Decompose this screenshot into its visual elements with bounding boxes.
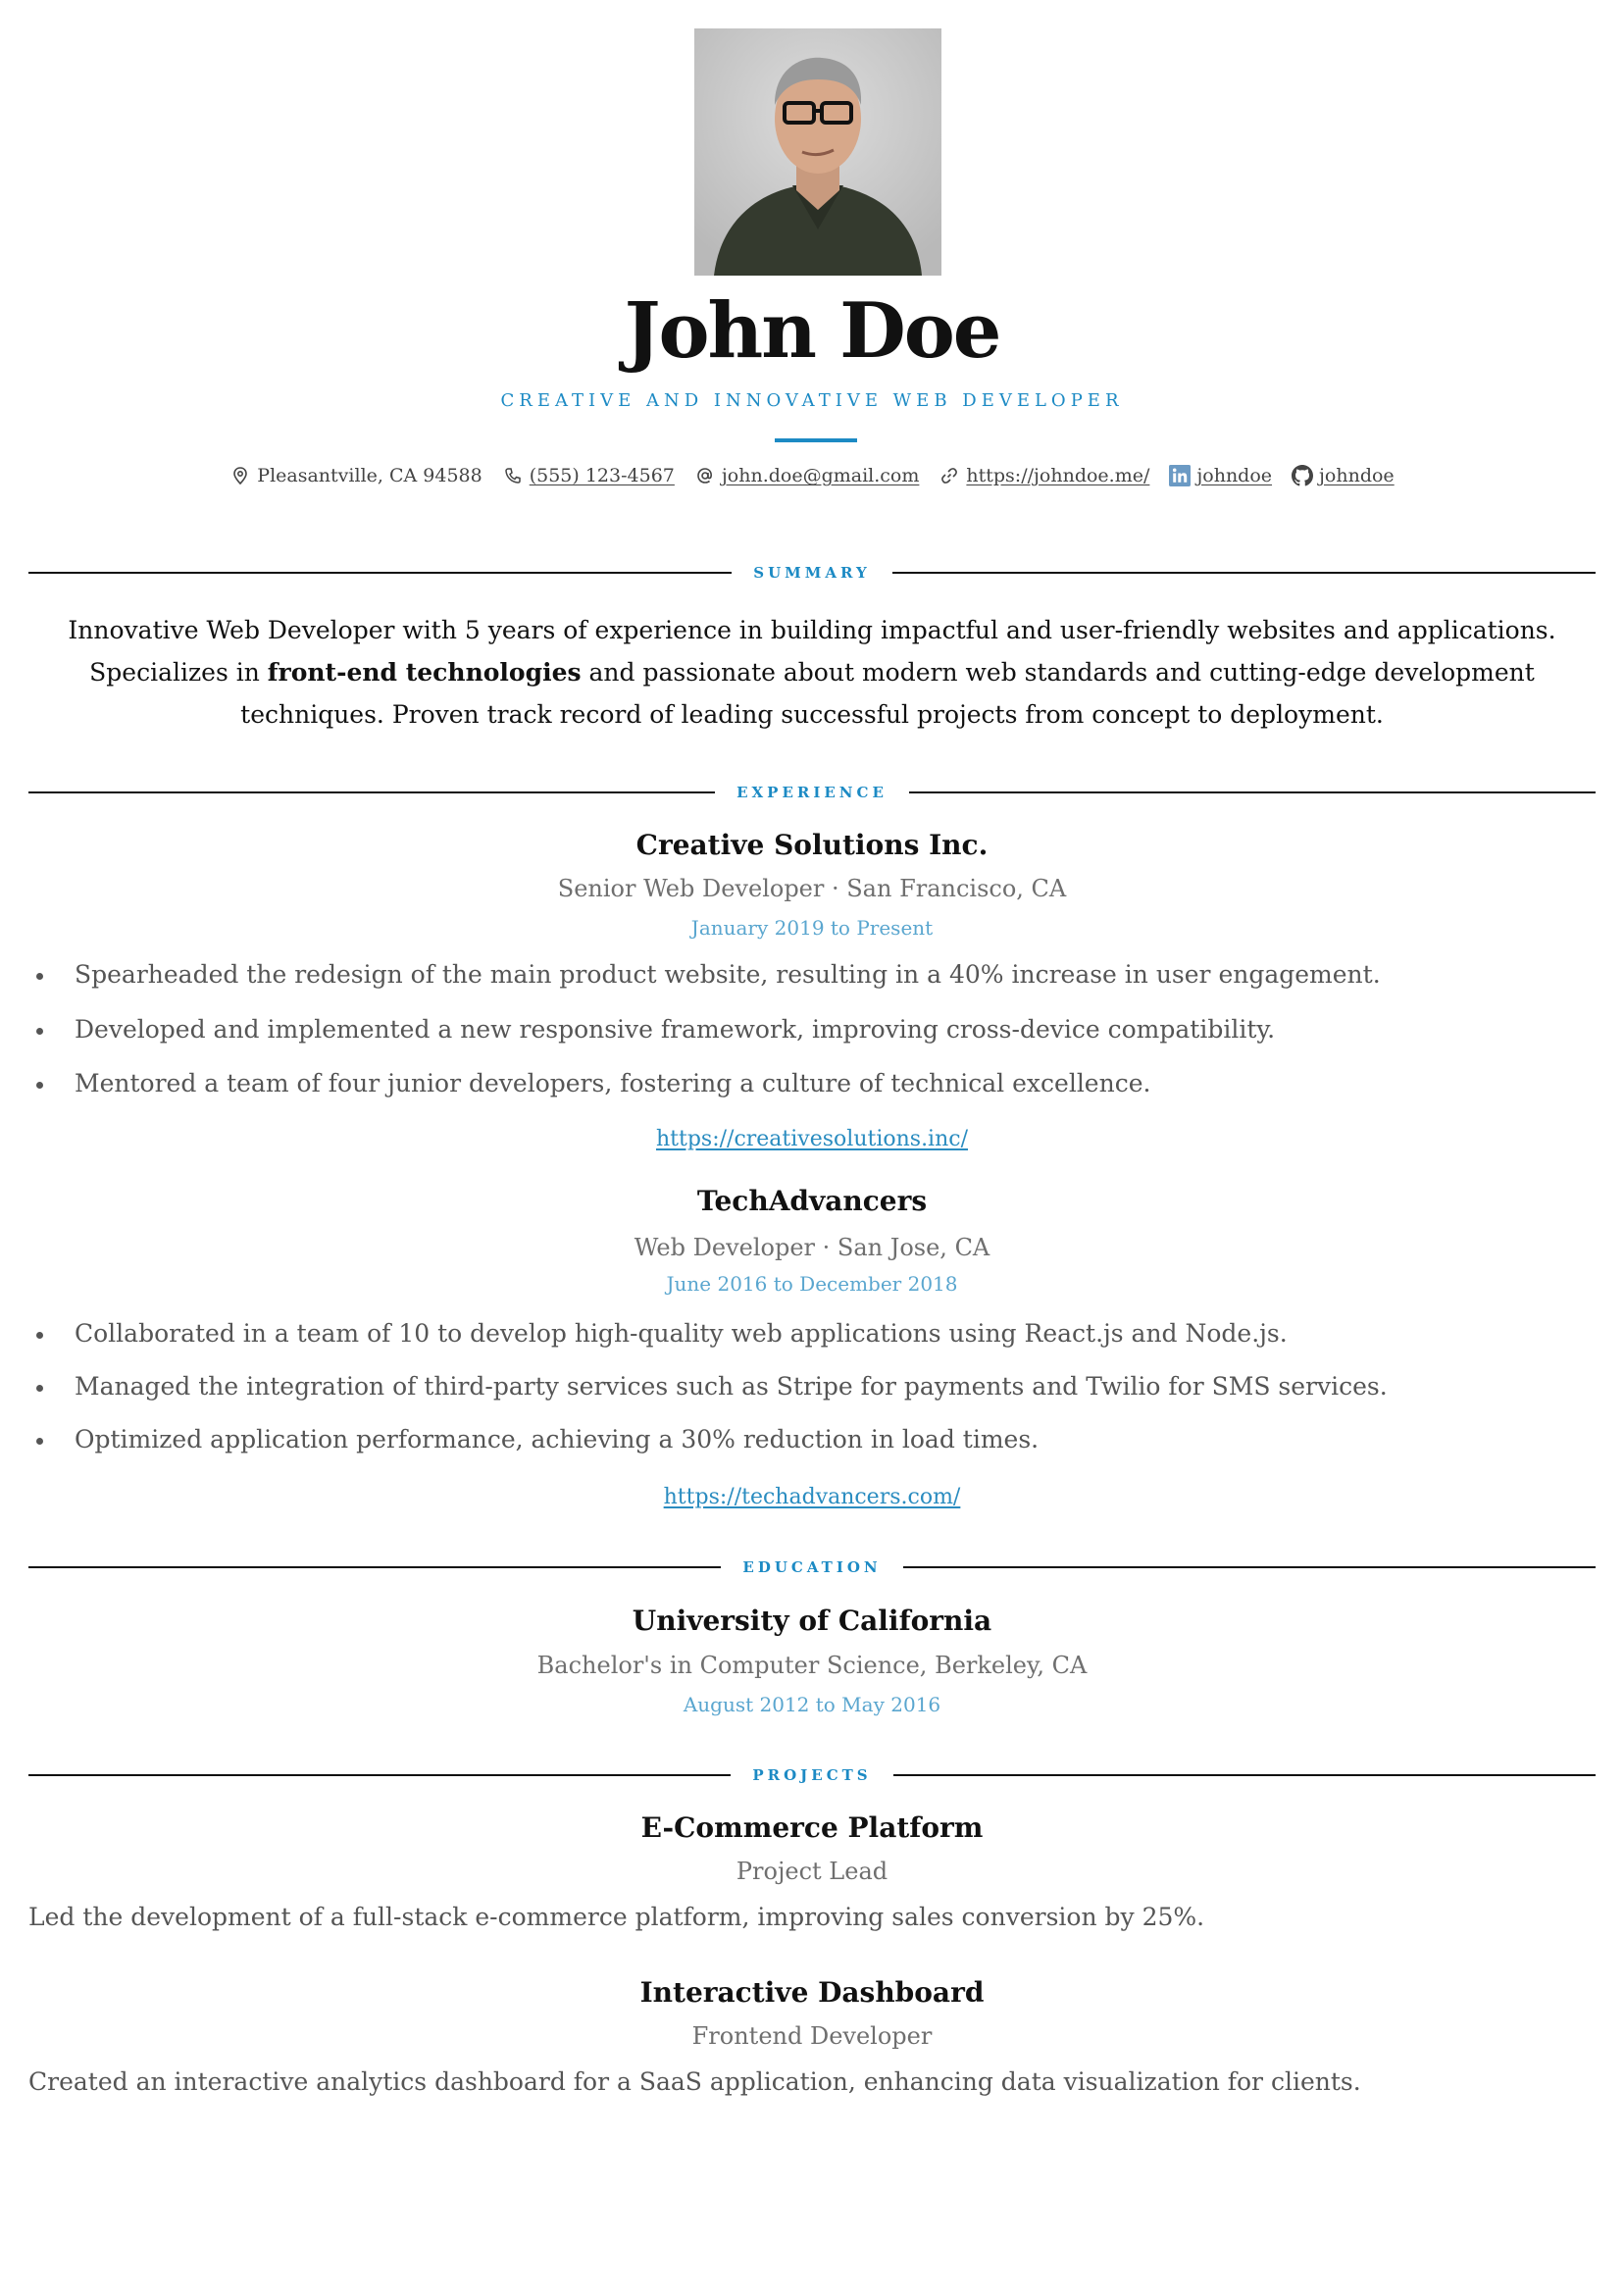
project-description: Led the development of a full-stack e-commerce platform, improving sales conversion by 25%.: [28, 1903, 1205, 1931]
education-degree: Bachelor's in Computer Science, Berkeley, CA: [536, 1652, 1088, 1679]
contact-website-link[interactable]: https://johndoe.me/: [966, 465, 1150, 486]
section-header-experience: [28, 783, 1596, 802]
contact-github-link[interactable]: johndoe: [1319, 465, 1395, 486]
at-icon: [694, 465, 716, 486]
summary-paragraph: [28, 609, 1596, 736]
contact-phone[interactable]: [502, 465, 675, 486]
list-item: Optimized application performance, achieving a 30% reduction in load times.: [28, 1423, 1558, 1456]
section-title-experience: EXPERIENCE: [736, 784, 888, 801]
section-title-summary: SUMMARY: [753, 564, 871, 582]
section-title-education: EDUCATION: [742, 1558, 882, 1576]
education-school: University of California: [632, 1605, 992, 1637]
project-role: Frontend Developer: [691, 2022, 933, 2050]
list-item: Mentored a team of four junior developers, fostering a culture of technical excellence.: [28, 1067, 1558, 1100]
project-name: E-Commerce Platform: [640, 1811, 984, 1844]
phone-icon: [502, 465, 524, 486]
section-header-education: [28, 1557, 1596, 1577]
summary-text-part2: and passionate about modern web standards and cutting-edge development techniques. Proven track record of leading successful projects from concept to deployment.: [240, 658, 1535, 729]
summary-highlight: front-end technologies: [267, 658, 582, 687]
contact-email-link[interactable]: john.doe@gmail.com: [721, 465, 920, 486]
candidate-name: John Doe: [624, 286, 1000, 376]
job-role-location: Web Developer · San Jose, CA: [634, 1234, 990, 1261]
project-role: Project Lead: [736, 1858, 888, 1885]
list-item: Collaborated in a team of 10 to develop high-quality web applications using React.js and Node.js.: [28, 1317, 1558, 1351]
section-rule: [909, 791, 1596, 793]
section-title-projects: PROJECTS: [752, 1766, 872, 1784]
job-bullets: [28, 958, 1558, 1100]
contact-github[interactable]: [1292, 465, 1395, 486]
section-rule: [28, 1774, 731, 1776]
section-rule: [28, 791, 715, 793]
contact-location-text: Pleasantville, CA 94588: [257, 465, 482, 486]
contact-phone-link[interactable]: (555) 123-4567: [529, 465, 675, 486]
linkedin-icon: [1169, 465, 1191, 486]
contact-linkedin[interactable]: [1169, 465, 1272, 486]
list-item: Spearheaded the redesign of the main product website, resulting in a 40% increase in user engagement.: [28, 958, 1558, 992]
link-icon: [939, 465, 960, 486]
job-website-link[interactable]: https://techadvancers.com/: [663, 1485, 961, 1509]
section-rule: [28, 572, 732, 574]
section-header-projects: [28, 1765, 1596, 1785]
job-website-link[interactable]: https://creativesolutions.inc/: [655, 1127, 968, 1151]
contact-bar: [0, 465, 1624, 486]
contact-email[interactable]: [694, 465, 920, 486]
project-name: Interactive Dashboard: [639, 1976, 985, 2009]
list-item: Developed and implemented a new responsive framework, improving cross-device compatibility.: [28, 1013, 1558, 1046]
contact-linkedin-link[interactable]: johndoe: [1196, 465, 1273, 486]
project-description: Created an interactive analytics dashboard for a SaaS application, enhancing data visualization for clients.: [28, 2067, 1361, 2096]
job-company: TechAdvancers: [696, 1185, 928, 1217]
section-rule: [893, 1774, 1596, 1776]
person-photo-icon: [694, 28, 941, 276]
tagline-underline: [775, 438, 857, 442]
education-dates: August 2012 to May 2016: [683, 1693, 941, 1716]
profile-photo: [694, 28, 941, 276]
job-dates: June 2016 to December 2018: [666, 1272, 958, 1296]
section-header-summary: [28, 563, 1596, 583]
job-role-location: Senior Web Developer · San Francisco, CA: [557, 875, 1067, 902]
section-rule: [28, 1566, 721, 1568]
location-icon: [229, 465, 251, 486]
job-bullets: [28, 1317, 1558, 1456]
section-rule: [903, 1566, 1596, 1568]
list-item: Managed the integration of third-party services such as Stripe for payments and Twilio for SMS services.: [28, 1370, 1558, 1403]
github-icon: [1292, 465, 1313, 486]
candidate-tagline: CREATIVE AND INNOVATIVE WEB DEVELOPER: [500, 390, 1124, 411]
section-rule: [892, 572, 1596, 574]
contact-location: [229, 465, 482, 486]
job-dates: January 2019 to Present: [690, 916, 934, 940]
contact-website[interactable]: [939, 465, 1149, 486]
summary-text-part1: Innovative Web Developer with 5 years of experience in building impactful and user-friendly websites and applications. Specializes in: [68, 616, 1556, 687]
job-company: Creative Solutions Inc.: [635, 829, 989, 861]
